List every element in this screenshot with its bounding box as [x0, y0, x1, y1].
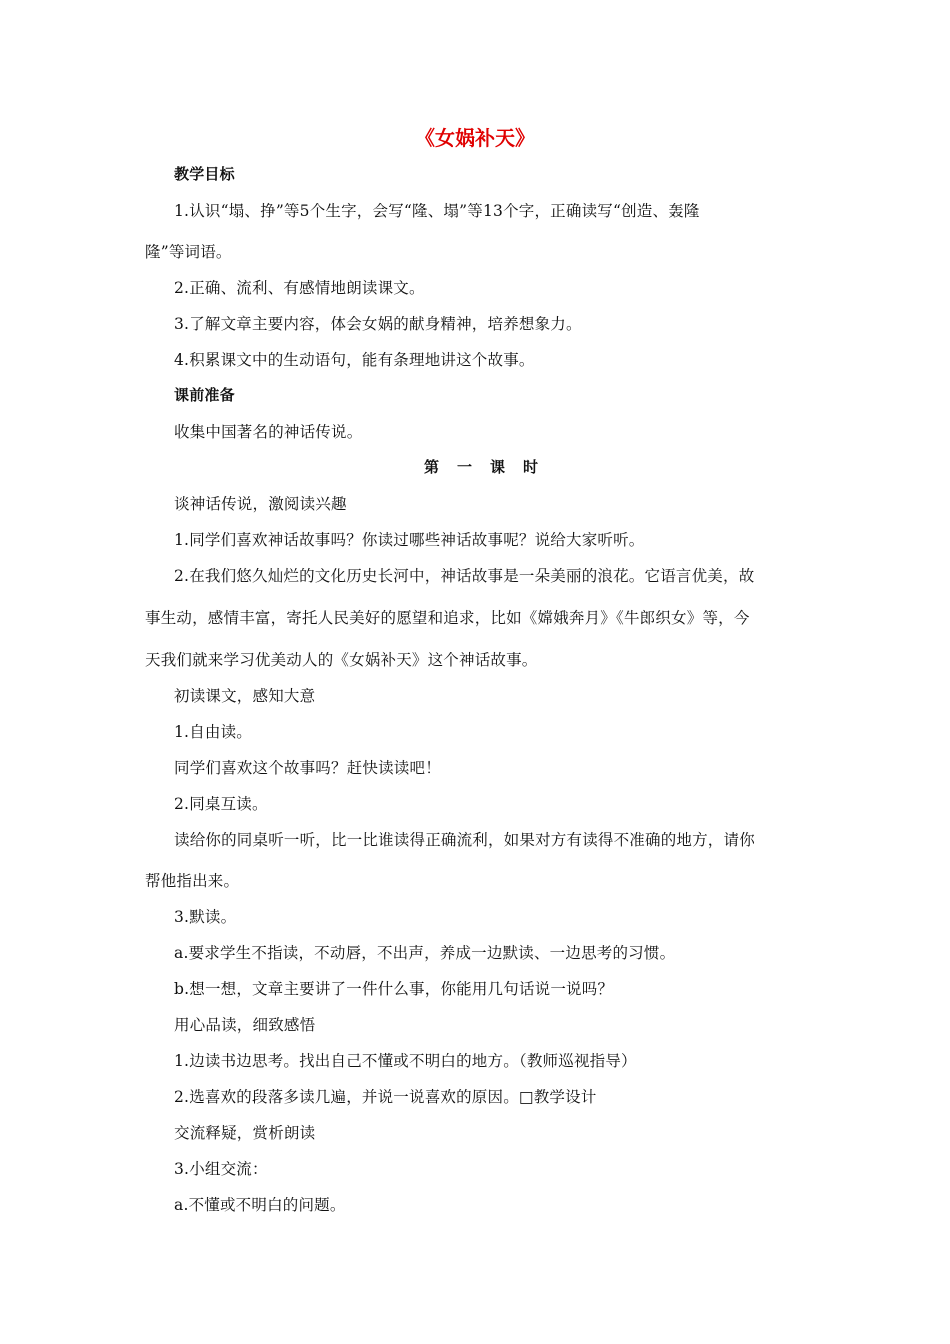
paragraph: 1.同学们喜欢神话故事吗？你读过哪些神话故事呢？说给大家听听。 [174, 531, 645, 549]
step-heading-discussion: 交流释疑，赏析朗读 [174, 1124, 316, 1142]
paragraph: 3.小组交流： [174, 1160, 268, 1178]
paragraph: 1.边读书边思考。找出自己不懂或不明白的地方。（教师巡视指导） [174, 1052, 637, 1070]
paragraph-line: 2.在我们悠久灿烂的文化历史长河中，神话故事是一朵美丽的浪花。它语言优美，故 [174, 567, 755, 585]
paragraph: b.想一想，文章主要讲了一件什么事，你能用几句话说一说吗？ [174, 980, 614, 998]
paragraph: a.要求学生不指读，不动唇，不出声，养成一边默读、一边思考的习惯。 [174, 944, 676, 962]
paragraph-line: 帮他指出来。 [145, 872, 240, 890]
paragraph-line: 事生动，感情丰富，寄托人民美好的愿望和追求，比如《嫦娥奔月》《牛郎织女》等，今 [145, 609, 750, 627]
goal-1-line-2: 隆”等词语。 [145, 243, 232, 261]
step-heading-myth-talk: 谈神话传说，激阅读兴趣 [174, 495, 347, 513]
heading-preparation: 课前准备 [174, 386, 235, 404]
paragraph-line: 读给你的同桌听一听，比一比谁读得正确流利，如果对方有读得不准确的地方，请你 [174, 831, 755, 849]
goal-1-line-1: 1.认识“塌、挣”等5个生字，会写“隆、塌”等13个字，正确读写“创造、轰隆 [174, 202, 700, 220]
document-title: 《女娲补天》 [415, 126, 535, 150]
goal-2: 2.正确、流利、有感情地朗读课文。 [174, 279, 425, 297]
paragraph-line: 天我们就来学习优美动人的《女娲补天》这个神话故事。 [145, 651, 538, 669]
step-heading-careful-reading: 用心品读，细致感悟 [174, 1016, 316, 1034]
heading-teaching-goals: 教学目标 [174, 165, 235, 183]
paragraph: 1.自由读。 [174, 723, 252, 741]
preparation-text: 收集中国著名的神话传说。 [174, 423, 363, 441]
paragraph: 3.默读。 [174, 908, 237, 926]
goal-4: 4.积累课文中的生动语句，能有条理地讲这个故事。 [174, 351, 535, 369]
step-heading-first-reading: 初读课文，感知大意 [174, 687, 316, 705]
lesson-heading: 第一课时 [423, 458, 556, 476]
goal-3: 3.了解文章主要内容，体会女娲的献身精神，培养想象力。 [174, 315, 582, 333]
paragraph: 同学们喜欢这个故事吗？赶快读读吧！ [174, 759, 441, 777]
paragraph: 2.同桌互读。 [174, 795, 268, 813]
paragraph: 2.选喜欢的段落多读几遍，并说一说喜欢的原因。□教学设计 [174, 1088, 597, 1106]
paragraph: a.不懂或不明白的问题。 [174, 1196, 346, 1214]
